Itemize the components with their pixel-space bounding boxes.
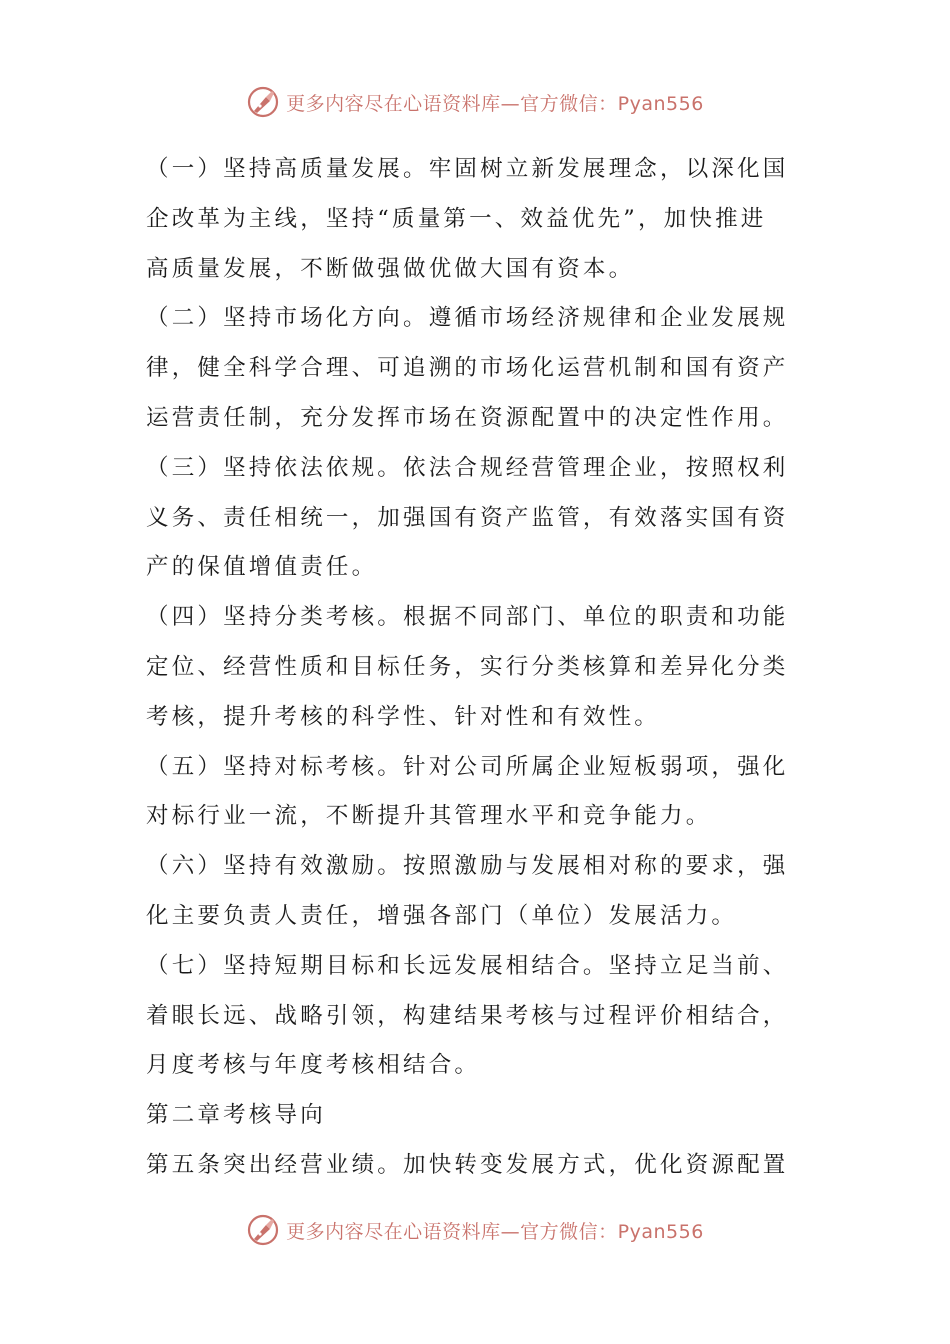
document-body	[146, 145, 806, 1191]
body-line: 化主要负责人责任，增强各部门（单位）发展活力。	[146, 902, 738, 929]
body-line: （一）坚持高质量发展。牢固树立新发展理念，以深化国	[146, 156, 789, 182]
body-line: （五）坚持对标考核。针对公司所属企业短板弱项，强化	[146, 753, 789, 780]
body-line: 企改革为主线，坚持“质量第一、效益优先”，加快推进	[146, 205, 767, 232]
chapter-heading: 第二章考核导向	[146, 1102, 326, 1129]
body-line: 律，健全科学合理、可追溯的市场化运营机制和国有资产	[146, 355, 789, 382]
body-line: 义务、责任相统一，加强国有资产监管，有效落实国有资	[146, 504, 789, 531]
body-line: 考核，提升考核的科学性、针对性和有效性。	[146, 703, 661, 730]
body-line: （二）坚持市场化方向。遵循市场经济规律和企业发展规	[146, 305, 789, 332]
header-banner-inner	[246, 85, 704, 119]
footer-banner-text: 更多内容尽在心语资料库—官方微信：Pyan556	[286, 1220, 704, 1243]
body-line: 第五条突出经营业绩。加快转变发展方式，优化资源配置	[146, 1151, 789, 1178]
footer-banner-inner	[246, 1213, 704, 1247]
body-line: （四）坚持分类考核。根据不同部门、单位的职责和功能	[146, 604, 789, 631]
header-banner	[0, 82, 950, 122]
body-line: （七）坚持短期目标和长远发展相结合。坚持立足当前、	[146, 952, 789, 979]
footer-banner	[0, 1210, 950, 1250]
body-line: 着眼长远、战略引领，构建结果考核与过程评价相结合，	[146, 1002, 789, 1029]
header-banner-text: 更多内容尽在心语资料库—官方微信：Pyan556	[286, 92, 704, 115]
body-line: 高质量发展，不断做强做优做大国有资本。	[146, 255, 635, 282]
pen-nib-logo-icon	[246, 85, 280, 119]
body-line: （六）坚持有效激励。按照激励与发展相对称的要求，强	[146, 853, 789, 880]
pen-nib-logo-icon	[246, 1213, 280, 1247]
body-line: 对标行业一流，不断提升其管理水平和竞争能力。	[146, 803, 712, 830]
body-line: 运营责任制，充分发挥市场在资源配置中的决定性作用。	[146, 404, 789, 431]
body-line: 月度考核与年度考核相结合。	[146, 1052, 481, 1079]
body-line: （三）坚持依法依规。依法合规经营管理企业，按照权利	[146, 454, 789, 481]
body-line: 产的保值增值责任。	[146, 554, 378, 581]
body-line: 定位、经营性质和目标任务，实行分类核算和差异化分类	[146, 653, 789, 680]
